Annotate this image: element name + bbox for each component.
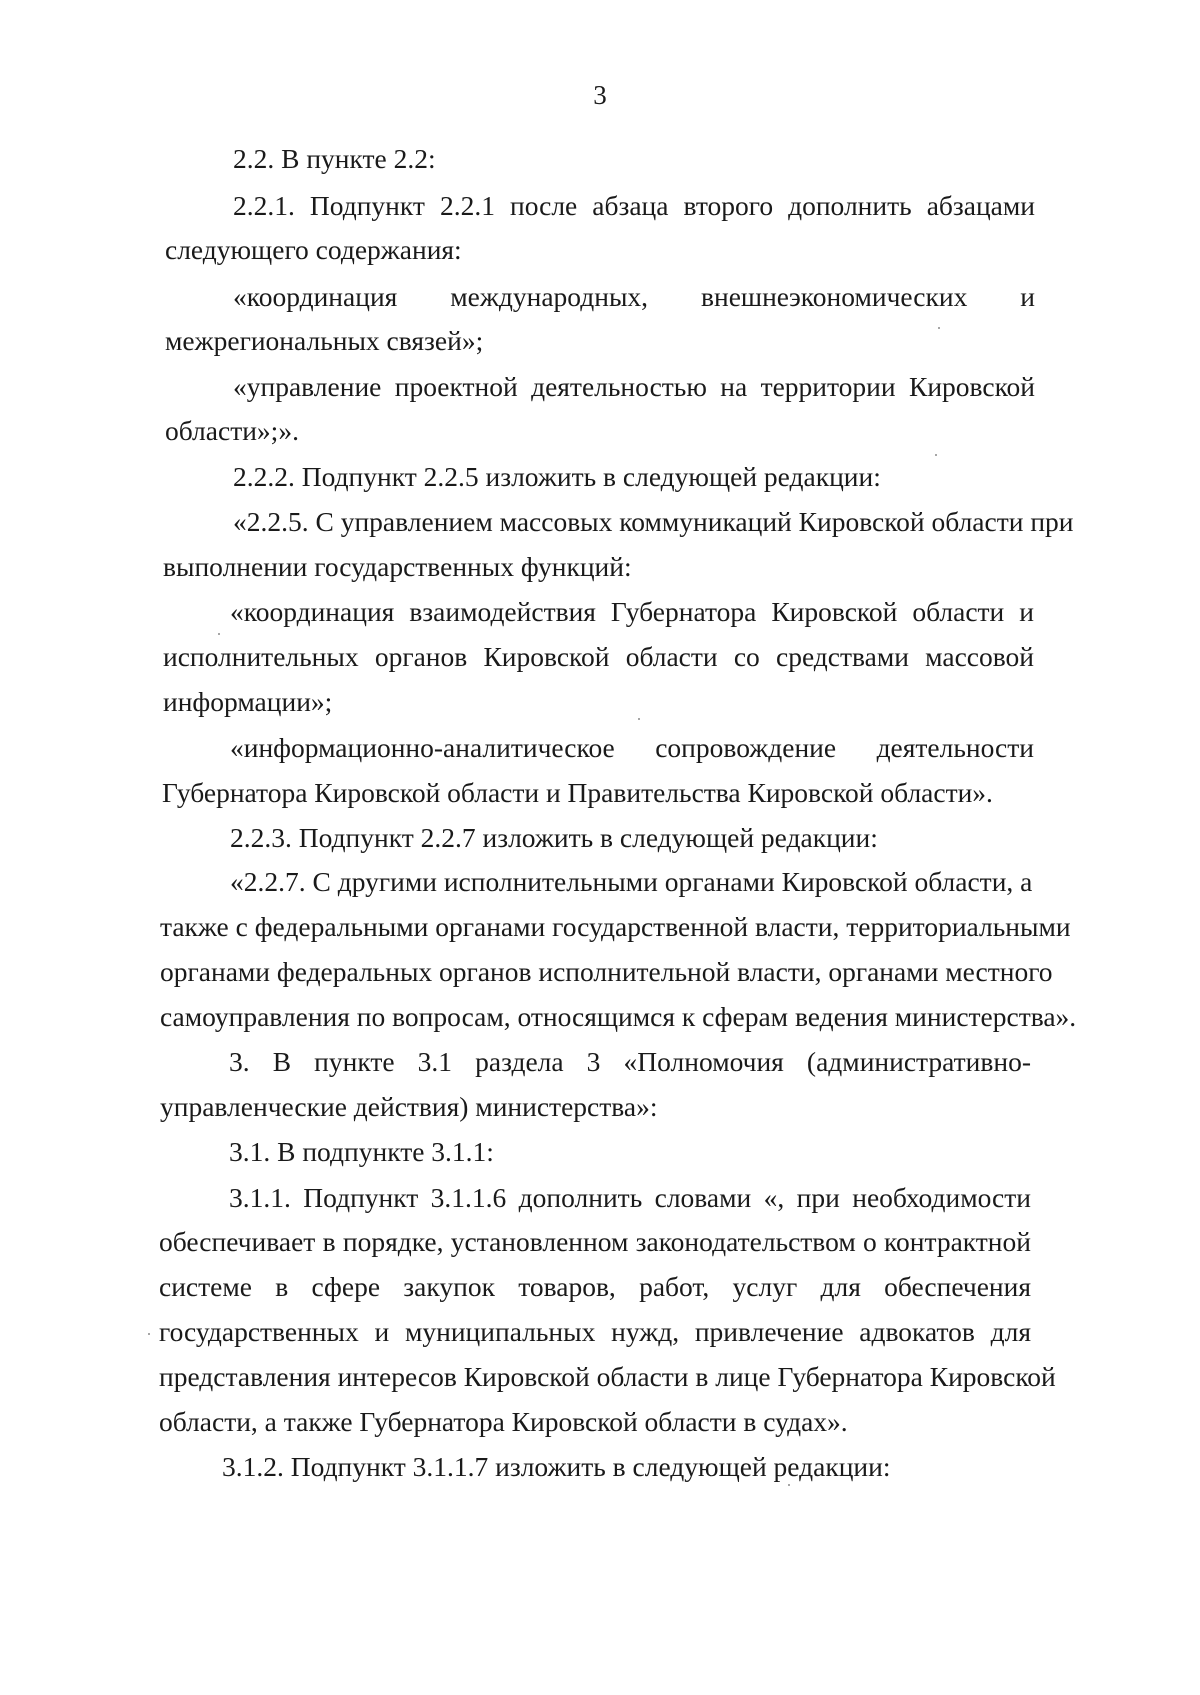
text-line: 2.2.2. Подпункт 2.2.5 изложить в следующей редакции:	[233, 461, 881, 492]
text-line: обеспечивает в порядке, установленном законодательством о контрактной	[159, 1226, 1031, 1257]
text-line: «2.2.5. С управлением массовых коммуникаций Кировской области при	[233, 506, 1074, 537]
text-line: межрегиональных связей»;	[165, 325, 484, 356]
scan-speck	[218, 633, 220, 635]
text-line: 3.1. В подпункте 3.1.1:	[229, 1136, 494, 1167]
scan-speck	[938, 327, 940, 329]
text-line: исполнительных органов Кировской области со средствами массовой	[163, 641, 1034, 672]
scan-speck	[935, 454, 937, 456]
text-line: области»;».	[165, 415, 299, 446]
text-line: 3.1.2. Подпункт 3.1.1.7 изложить в следующей редакции:	[222, 1451, 891, 1482]
text-line: выполнении государственных функций:	[163, 551, 632, 582]
text-line: «управление проектной деятельностью на территории Кировской	[233, 371, 1035, 402]
page-number: 3	[593, 80, 607, 110]
text-line: 2.2.1. Подпункт 2.2.1 после абзаца второго дополнить абзацами	[233, 190, 1035, 221]
text-line: области, а также Губернатора Кировской области в судах».	[159, 1406, 848, 1437]
text-line: самоуправления по вопросам, относящимся к сферам ведения министерства».	[160, 1001, 1077, 1032]
text-line: 3. В пункте 3.1 раздела 3 «Полномочия (административно-	[229, 1046, 1031, 1077]
text-line: 2.2.3. Подпункт 2.2.7 изложить в следующей редакции:	[230, 822, 878, 853]
scan-speck	[788, 1484, 790, 1486]
text-line: 3.1.1. Подпункт 3.1.1.6 дополнить словами «, при необходимости	[229, 1182, 1031, 1213]
text-line: следующего содержания:	[165, 234, 462, 265]
scan-speck	[148, 1333, 150, 1335]
text-line: «координация взаимодействия Губернатора Кировской области и	[230, 596, 1034, 627]
text-line: «информационно-аналитическое сопровождение деятельности	[230, 732, 1034, 763]
text-line: представления интересов Кировской области в лице Губернатора Кировской	[159, 1361, 1056, 1392]
text-line: Губернатора Кировской области и Правительства Кировской области».	[162, 777, 993, 808]
text-line: «координация международных, внешнеэкономических и	[233, 281, 1035, 312]
text-line: «2.2.7. С другими исполнительными органами Кировской области, а	[230, 866, 1033, 897]
text-line: информации»;	[163, 686, 333, 717]
text-line: также с федеральными органами государственной власти, территориальными	[160, 911, 1071, 942]
text-line: 2.2. В пункте 2.2:	[233, 143, 436, 174]
text-line: государственных и муниципальных нужд, привлечение адвокатов для	[159, 1316, 1031, 1347]
text-line: системе в сфере закупок товаров, работ, услуг для обеспечения	[159, 1271, 1031, 1302]
scan-speck	[638, 718, 640, 720]
text-line: управленческие действия) министерства»:	[160, 1091, 658, 1122]
text-line: органами федеральных органов исполнительной власти, органами местного	[160, 956, 1053, 987]
